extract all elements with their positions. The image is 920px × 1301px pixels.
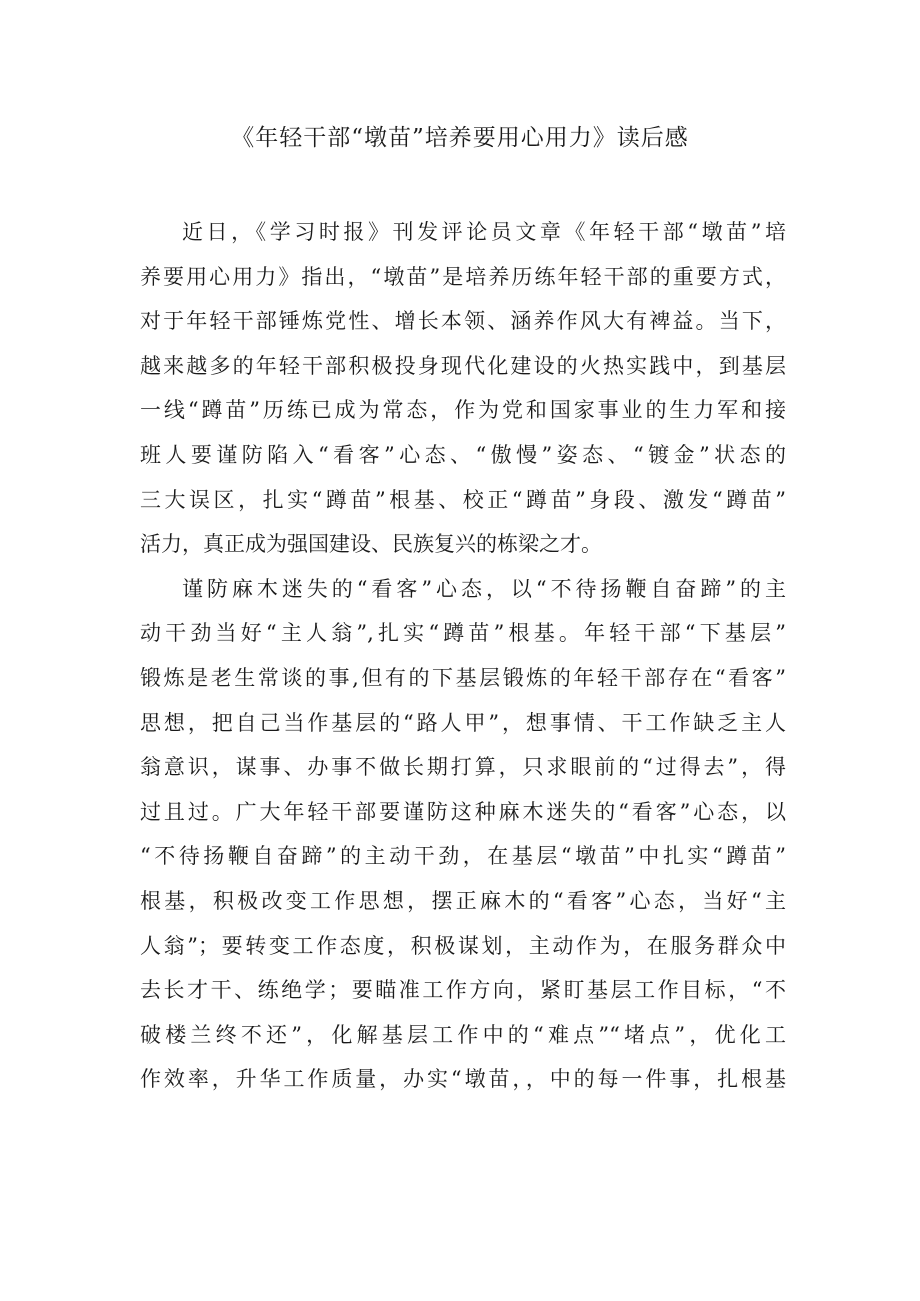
- text-line: 翁意识，谋事、办事不做长期打算，只求眼前的“过得去”，得: [140, 755, 786, 780]
- text-line: 人翁”；要转变工作态度，积极谋划，主动作为，在服务群众中: [140, 933, 786, 958]
- text-line: “不待扬鞭自奋蹄”的主动干劲，在基层“墩苗”中扎实“蹲苗”: [140, 844, 786, 869]
- text-line: 动干劲当好“主人翁”,扎实“蹲苗”根基。年轻干部“下基层”: [140, 621, 786, 646]
- text-line: 破楼兰终不还”，化解基层工作中的“难点”“堵点”，优化工: [140, 1022, 786, 1047]
- paragraph: [140, 567, 786, 1102]
- document-title: 《年轻干部“墩苗”培养要用心用力》读后感: [231, 125, 689, 151]
- text-line: 养要用心用力》指出，“墩苗”是培养历练年轻干部的重要方式，: [140, 264, 786, 289]
- text-line: 近日，《学习时报》刊发评论员文章《年轻干部“墩苗”培: [182, 220, 786, 244]
- text-line: 一线“蹲苗”历练已成为常态，作为党和国家事业的生力军和接: [140, 398, 786, 423]
- text-line: 锻炼是老生常谈的事,但有的下基层锻炼的年轻干部存在“看客”: [140, 665, 786, 690]
- text-line: 越来越多的年轻干部积极投身现代化建设的火热实践中，到基层: [140, 353, 786, 378]
- text-line: 作效率，升华工作质量，办实“墩苗，，中的每一件事，扎根基: [140, 1067, 786, 1092]
- text-line: 班人要谨防陷入“看客”心态、“傲慢”姿态、“镀金”状态的: [140, 442, 786, 467]
- text-line: 过且过。广大年轻干部要谨防这种麻木迷失的“看客”心态，以: [140, 799, 786, 824]
- text-line: 对于年轻干部锤炼党性、增长本领、涵养作风大有裨益。当下，: [140, 309, 786, 334]
- text-line: 三大误区，扎实“蹲苗”根基、校正“蹲苗”身段、激发“蹲苗”: [140, 487, 786, 512]
- text-line: 谨防麻木迷失的“看客”心态，以“不待扬鞭自奋蹄”的主: [182, 576, 786, 601]
- text-line: 思想，把自己当作基层的“路人甲”，想事情、干工作缺乏主人: [140, 710, 786, 735]
- text-line: 去长才干、练绝学；要瞄准工作方向，紧盯基层工作目标，“不: [140, 978, 786, 1003]
- text-line: 活力，真正成为强国建设、民族复兴的栋梁之才。: [140, 532, 602, 557]
- paragraph: [140, 210, 786, 567]
- document-body: [140, 210, 786, 1102]
- text-line: 根基，积极改变工作思想，摆正麻木的“看客”心态，当好“主: [140, 888, 786, 913]
